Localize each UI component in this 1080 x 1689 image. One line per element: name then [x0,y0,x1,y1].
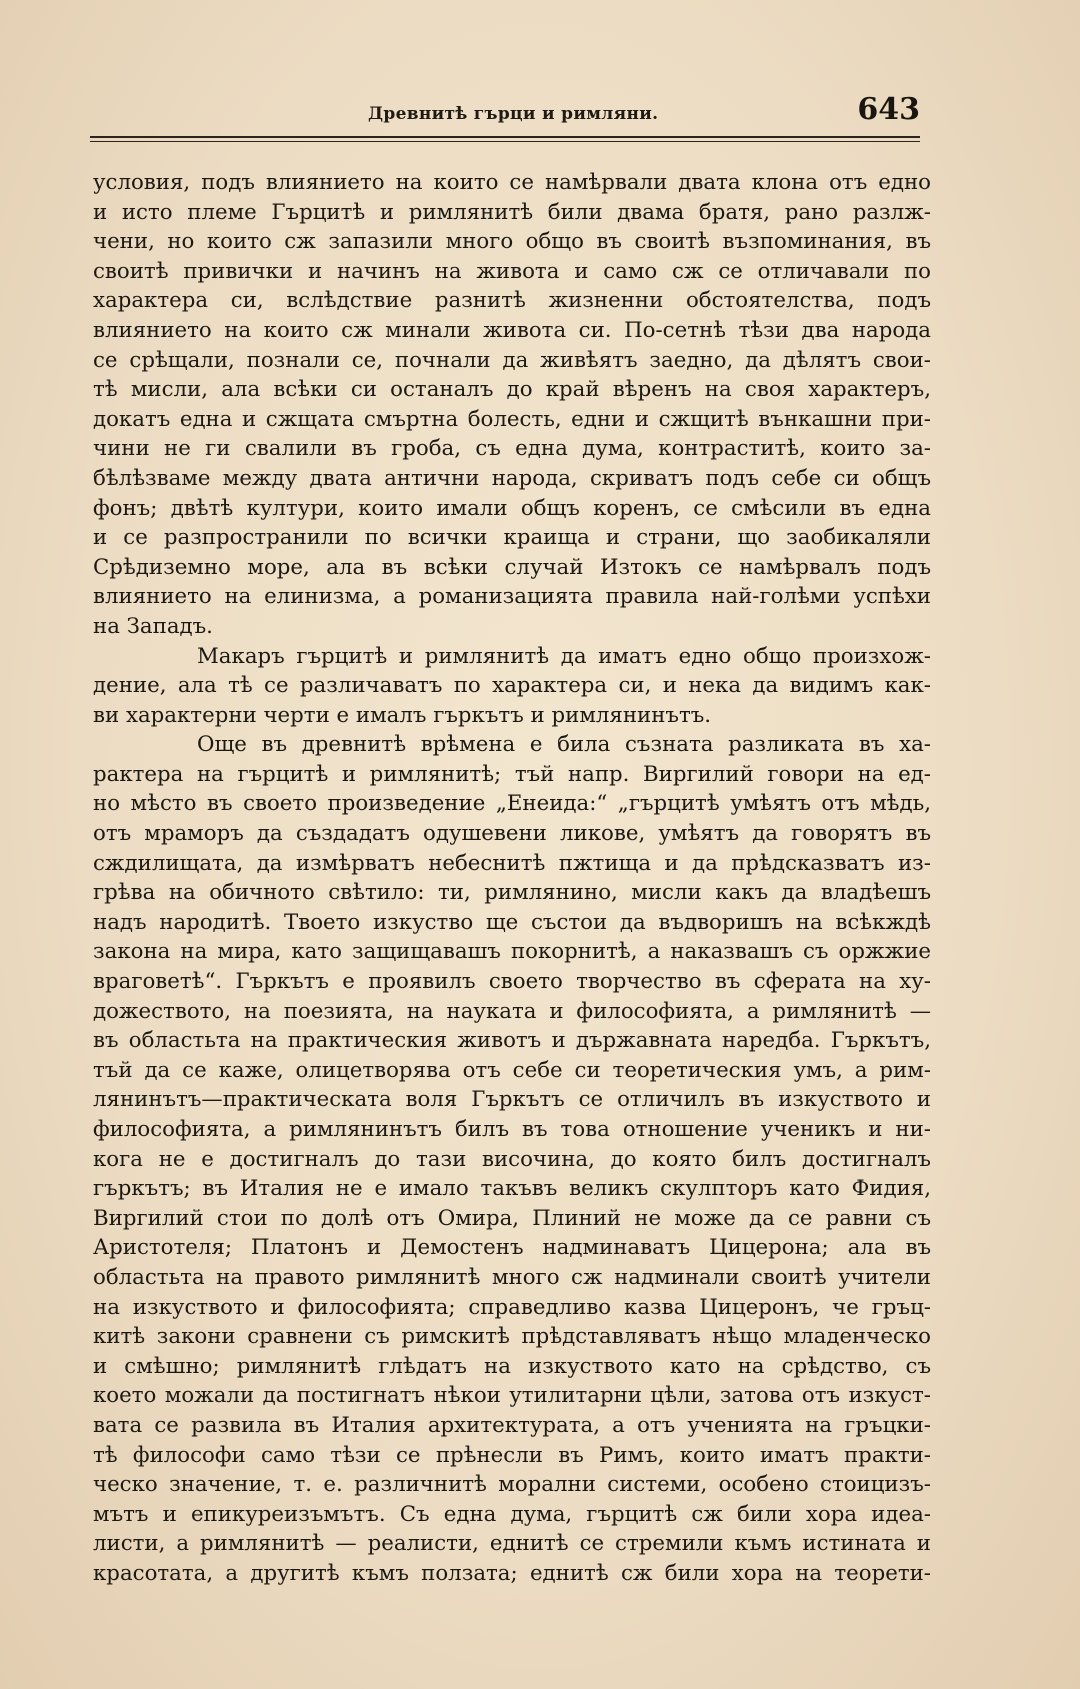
text-line: на Западъ. [93,613,213,639]
text-line: вата се развила въ Италия архитектурата, а отъ ученията на гръцки- [93,1412,931,1438]
text-line: характера си, вслѣдствие разнитѣ жизненни обстоятелства, подъ [93,288,931,314]
text-line: грѣва на обичното свѣтило: ти, римлянино, мисли какъ да владѣешъ [93,880,931,906]
text-line: бѣлѣзваме между двата антични народа, скриватъ подъ себе си общъ [93,465,931,491]
text-line: лянинътъ—практическата воля Гъркътъ се отличилъ въ изкуството и [93,1087,931,1113]
text-line: закона на мира, като защищавашъ покорнитѣ, а наказвашъ съ оржжие [93,939,931,965]
text-line: своитѣ привички и начинъ на живота и само сж се отличавали по [93,258,931,284]
text-line: на изкуството и философията; справедливо казва Цицеронъ, че гръц- [93,1294,931,1320]
text-line: и смѣшно; римлянитѣ глѣдатъ на изкуството като на срѣдство, съ [93,1353,931,1379]
text-line: надъ народитѣ. Твоето изкуство ще състои да въдворишъ на всѣкждѣ [93,909,931,935]
text-line: сждилищата, да измѣрватъ небеснитѣ пжтища и да прѣдсказватъ из- [93,850,931,876]
text-line: враговетѣ“. Гъркътъ е проявилъ своето творчество въ сферата на ху- [93,969,931,995]
page-header [90,92,920,132]
text-line: влиянието на които сж минали живота си. По-сетнѣ тѣзи два народа [93,317,931,343]
text-line: което можали да постигнатъ нѣкои утилитарни цѣли, затова отъ изкуст- [93,1383,931,1409]
text-line: влиянието на елинизма, а романизацията правила най-голѣми успѣхи [93,584,931,610]
text-line: и исто племе Гърцитѣ и римлянитѣ били двама братя, рано разлж- [93,199,931,225]
paragraph-start-line: Още въ древнитѣ врѣмена е била съзната разликата въ ха- [197,732,931,758]
text-line: гъркътъ; въ Италия не е имало такъвъ великъ скулпторъ като Фидия, [93,1176,931,1202]
text-line: рактера на гърцитѣ и римлянитѣ; тъй напр. Виргилий говори на ед- [93,761,931,787]
text-line: и се разпространили по всички краища и страни, що заобикаляли [93,525,931,551]
text-line: листи, а римлянитѣ — реалисти, еднитѣ се стремили къмъ истината и [93,1531,931,1557]
text-line: областьта на правото римлянитѣ много сж надминали своитѣ учители [93,1264,931,1290]
text-line: въ областьта на практическия животъ и държавната наредба. Гъркътъ, [93,1028,931,1054]
text-line: но мѣсто въ своето произведение „Енеида:“ „гърцитѣ умѣятъ отъ мѣдь, [93,791,931,817]
text-line: Виргилий стои по долѣ отъ Омира, Плиний не може да се равни съ [93,1205,931,1231]
text-line: чини не ги свалили въ гроба, съ една дума, контраститѣ, които за- [93,436,931,462]
text-line: фонъ; двѣтѣ култури, които имали общъ коренъ, се смѣсили въ една [93,495,931,521]
text-line: Аристотеля; Платонъ и Демостенъ надминаватъ Цицерона; ала въ [93,1235,931,1261]
text-line: докатъ една и сжщата смъртна болесть, едни и сжщитѣ вънкашни при- [93,406,931,432]
text-line: дожеството, на поезията, на науката и философията, а римлянитѣ — [93,998,931,1024]
text-line: кога не е достигналъ до тази височина, до която билъ достигналъ [93,1146,931,1172]
header-rule-thick [90,136,920,138]
text-line: дение, ала тѣ се различаватъ по характера си, и нека да видимъ как- [93,673,931,699]
text-line: философията, а римлянинътъ билъ въ това отношение ученикъ и ни- [93,1117,931,1142]
text-line: Срѣдиземно море, ала въ всѣки случай Изтокъ се намѣрвалъ подъ [93,554,931,580]
text-line: китѣ закони сравнени съ римскитѣ прѣдставляватъ нѣщо младенческо [93,1324,931,1350]
text-line: се срѣщали, познали се, почнали да живѣятъ заедно, да дѣлятъ свои- [93,347,931,373]
text-line: условия, подъ влиянието на които се намѣрвали двата клона отъ едно [93,170,931,195]
paragraph-start-line: Макаръ гърцитѣ и римлянитѣ да иматъ едно общо произхож- [197,643,931,669]
text-line: отъ мраморъ да създадатъ одушевени ликове, умѣятъ да говорятъ въ [93,821,931,847]
body-text [93,168,931,1589]
text-line: мътъ и епикуреизъмътъ. Съ една дума, гърцитѣ сж били хора идеа- [93,1501,931,1527]
text-line: ви характерни черти е ималъ гъркътъ и римлянинътъ. [93,702,712,728]
header-rule-thin [90,141,920,142]
running-title: Древнитѣ гърци и римляни. [368,104,659,124]
text-line: ческо значение, т. е. различнитѣ морални системи, особено стоицизъ- [93,1472,931,1498]
page-number: 643 [857,92,920,127]
text-line: красотата, а другитѣ къмъ ползата; еднитѣ сж били хора на теорети- [93,1560,931,1586]
text-line: чени, но които сж запазили много общо въ своитѣ възпоминания, въ [93,229,931,255]
text-line: тѣ философи само тѣзи се прѣнесли въ Римъ, които иматъ практи- [93,1442,931,1468]
text-line: тъй да се каже, олицетворява отъ себе си теоретическия умъ, а рим- [93,1057,931,1083]
text-line: тѣ мисли, ала всѣки си останалъ до край вѣренъ на своя характеръ, [93,377,931,403]
